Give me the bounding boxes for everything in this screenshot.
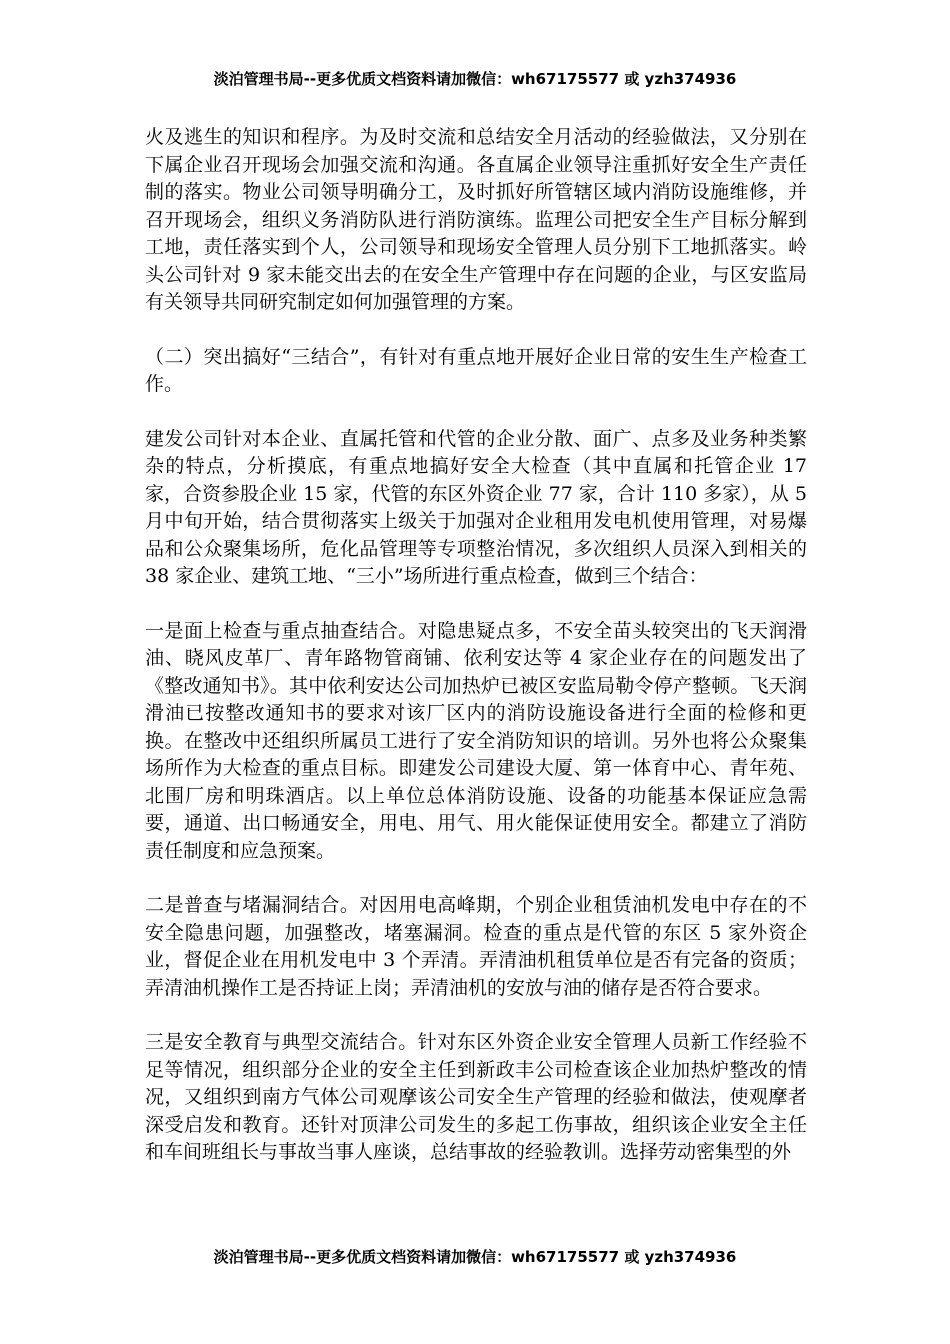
page-footer: 淡泊管理书局--更多优质文档资料请加微信：wh67175577 或 yzh374936 bbox=[213, 1248, 737, 1266]
paragraph-3: 建发公司针对本企业、直属托管和代管的企业分散、面广、点多及业务种类繁杂的特点，分析摸底，有重点地搞好安全大检查（其中直属和托管企业 17 家，合资参股企业 15 家，代管的东区外资企业 77 家，合计 110 多家），从 5 月中旬开始，结合贯彻落实上级关于加强对企业租用发电机使用管理，对易爆品和公众聚集场所，危化品管理等专项整治情况，多次组织人员深入到相关的 38 家企业、建筑工地、“三小”场所进行重点检查，做到三个结合： bbox=[145, 427, 807, 587]
paragraph-1: 火及逃生的知识和程序。为及时交流和总结安全月活动的经验做法，又分别在下属企业召开现场会加强交流和沟通。各直属企业领导注重抓好安全生产责任制的落实。物业公司领导明确分工，及时抓好所管辖区域内消防设施维修，并召开现场会，组织义务消防队进行消防演练。监理公司把安全生产目标分解到工地，责任落实到个人，公司领导和现场安全管理人员分别下工地抓落实。岭头公司针对 9 家未能交出去的在安全生产管理中存在问题的企业，与区安监局有关领导共同研究制定如何加强管理的方案。 bbox=[145, 126, 807, 313]
paragraph-6: 三是安全教育与典型交流结合。针对东区外资企业安全管理人员新工作经验不足等情况，组织部分企业的安全主任到新政丰公司检查该企业加热炉整改的情况，又组织到南方气体公司观摩该公司安全生产管理的经验和做法，使观摩者深受启发和教育。还针对顶津公司发生的多起工伤事故，组织该企业安全主任和车间班组长与事故当事人座谈，总结事故的经验教训。选择劳动密集型的外 bbox=[145, 1031, 807, 1163]
paragraph-4: 一是面上检查与重点抽查结合。对隐患疑点多，不安全苗头较突出的飞天润滑油、晓风皮革厂、青年路物管商铺、依利安达等 4 家企业存在的问题发出了《整改通知书》。其中依利安达公司加热炉已被区安监局勒令停产整顿。飞天润滑油已按整改通知书的要求对该厂区内的消防设施设备进行全面的检修和更换。在整改中还组织所属员工进行了安全消防知识的培训。另外也将公众聚集场所作为大检查的重点目标。即建发公司建设大厦、第一体育中心、青年苑、北围厂房和明珠酒店。以上单位总体消防设施、设备的功能基本保证应急需要，通道、出口畅通安全，用电、用气、用火能保证使用安全。都建立了消防责任制度和应急预案。 bbox=[145, 619, 807, 862]
document-body bbox=[145, 124, 807, 1194]
paragraph-2-section-heading: （二）突出搞好“三结合”，有针对有重点地开展好企业日常的安生生产检查工作。 bbox=[145, 345, 807, 395]
page-header: 淡泊管理书局--更多优质文档资料请加微信：wh67175577 或 yzh374936 bbox=[213, 70, 737, 88]
paragraph-5: 二是普查与堵漏洞结合。对因用电高峰期，个别企业租赁油机发电中存在的不安全隐患问题，加强整改，堵塞漏洞。检查的重点是代管的东区 5 家外资企业，督促企业在用机发电中 3 个弄清。弄清油机租赁单位是否有完备的资质；弄清油机操作工是否持证上岗；弄清油机的安放与油的储存是否符合要求。 bbox=[145, 894, 807, 999]
